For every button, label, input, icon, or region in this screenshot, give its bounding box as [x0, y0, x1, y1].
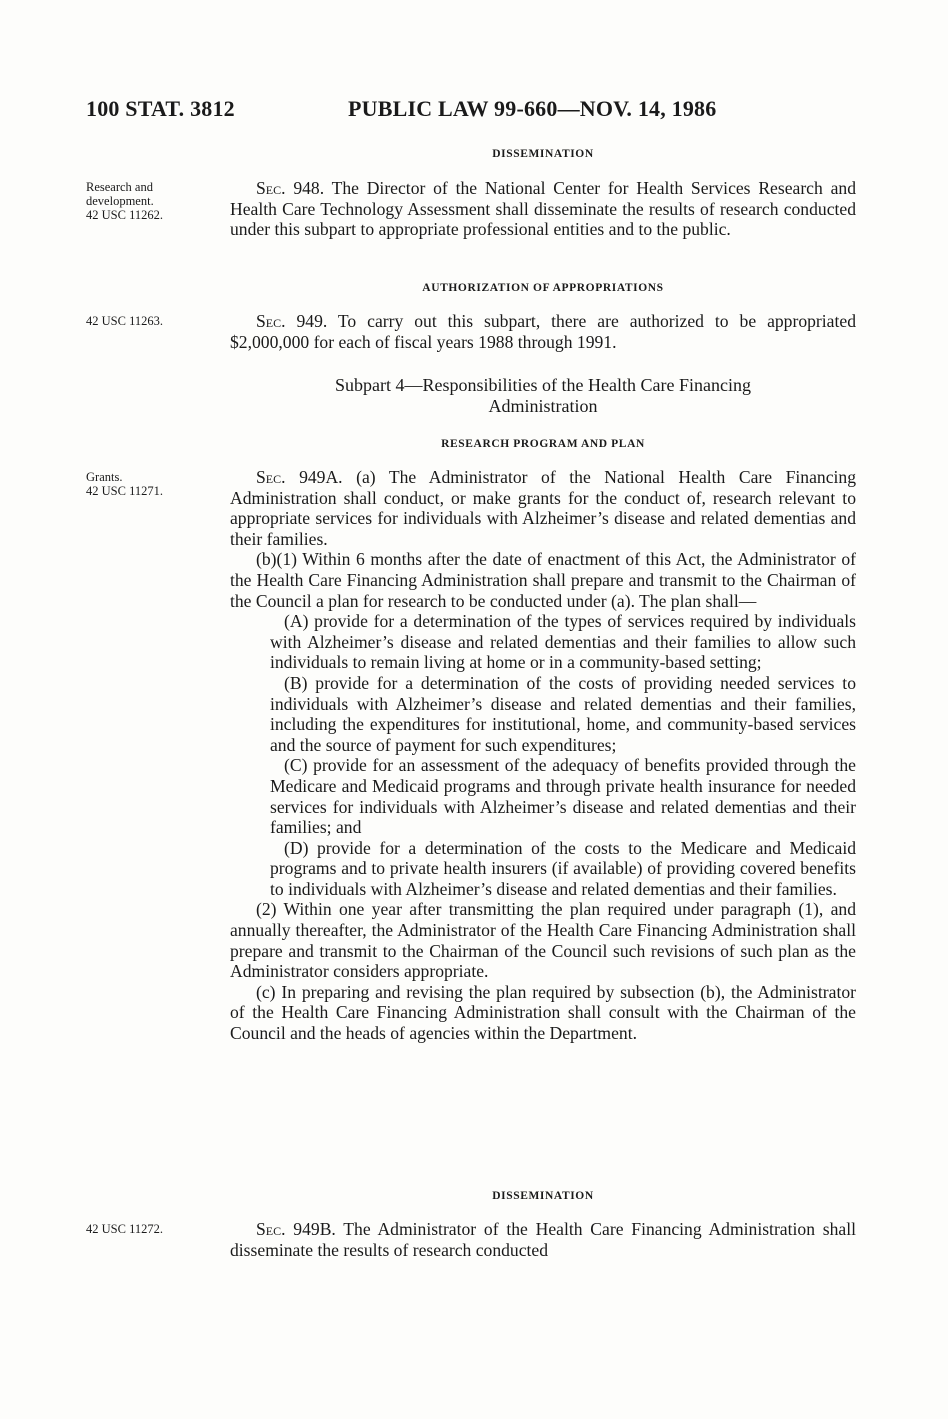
sec-948-text: 948. The Director of the National Center for Health Services Research and Health Care Technology Assessment shall disseminate the results of research conducted under this subpart to appropriate professional entities and to the public. [230, 178, 856, 240]
subpart-title-line-1: Subpart 4—Responsibilities of the Health Care Financing [335, 375, 751, 395]
section-heading-research-plan: RESEARCH PROGRAM AND PLAN [441, 438, 645, 450]
margin-note-line: 42 USC 11262. [86, 208, 163, 222]
subsection-b2: (2) Within one year after transmitting the plan required under paragraph (1), and annually thereafter, the Administrator of the Health Care Financing Administration shall prepare and transmit to the Chairman of the Council such revisions of such plan as the Administrator considers appropriate. [230, 899, 856, 982]
sec-948-paragraph [230, 178, 856, 240]
sec-949a-text: 949A. (a) The Administrator of the National Health Care Financing Administration shall conduct, or make grants for the conduct of, research relevant to appropriate services for individuals with Alzheimer’s disease and related dementias and their families. [230, 467, 856, 549]
margin-note-usc-11272: 42 USC 11272. [86, 1222, 163, 1236]
sec-949-text: 949. To carry out this subpart, there are authorized to be appropriated $2,000,000 for each of fiscal years 1988 through 1991. [230, 311, 856, 352]
clause-b: (B) provide for a determination of the costs of providing needed services to individuals with Alzheimer’s disease and related dementias and their families, including the expenditures for institutional, home, and community-based services and the source of payment for such expenditures; [270, 672, 856, 755]
public-law-title: PUBLIC LAW 99-660—NOV. 14, 1986 [348, 96, 717, 121]
subpart-title-line-2: Administration [488, 396, 598, 416]
clause-a: (A) provide for a determination of the types of services required by individuals with Alzheimer’s disease and related dementias and their families to allow such individuals to remain living at home or in a community-based setting; [270, 611, 856, 673]
margin-note-grants [86, 470, 216, 498]
stat-citation: 100 STAT. 3812 [86, 96, 235, 121]
subpart-4-title [230, 375, 856, 417]
margin-note-line: Research and [86, 180, 153, 194]
sec-949a-block [230, 467, 856, 1044]
sec-949-paragraph [230, 311, 856, 352]
margin-note-research [86, 180, 216, 222]
sec-949b-paragraph [230, 1219, 856, 1260]
margin-note-usc-11263: 42 USC 11263. [86, 314, 163, 328]
subsection-c: (c) In preparing and revising the plan required by subsection (b), the Administrator of the Health Care Financing Administration shall consult with the Chairman of the Council and the heads of agencies within the Department. [230, 981, 856, 1044]
section-heading-appropriations: AUTHORIZATION OF APPROPRIATIONS [422, 282, 664, 294]
subsection-b1: (b)(1) Within 6 months after the date of enactment of this Act, the Administrator of the Health Care Financing Administration shall prepare and transmit to the Chairman of the Council a plan for research to be conducted under (a). The plan shall— [230, 549, 856, 611]
margin-note-line: 42 USC 11271. [86, 484, 163, 498]
clause-c: (C) provide for an assessment of the adequacy of benefits provided through the Medicare and Medicaid programs and through private health insurance for needed services for individuals with Alzheimer’s disease and related dementias and their families; and [270, 755, 856, 838]
sec-label: Sec. [256, 178, 286, 198]
sec-949b-text: 949B. The Administrator of the Health Care Financing Administration shall disseminate the results of research conducted [230, 1219, 856, 1260]
sec-label: Sec. [256, 1219, 286, 1239]
margin-note-line: development. [86, 194, 154, 208]
clause-d: (D) provide for a determination of the costs to the Medicare and Medicaid programs and to private health insurers (if available) of providing covered benefits to individuals with Alzheimer’s disease and related dementias and their families. [270, 837, 856, 899]
sec-label: Sec. [256, 467, 286, 487]
margin-note-line: Grants. [86, 470, 123, 484]
sec-label: Sec. [256, 311, 286, 331]
section-heading-dissemination-2: DISSEMINATION [492, 1190, 594, 1202]
section-heading-dissemination: DISSEMINATION [492, 148, 594, 160]
